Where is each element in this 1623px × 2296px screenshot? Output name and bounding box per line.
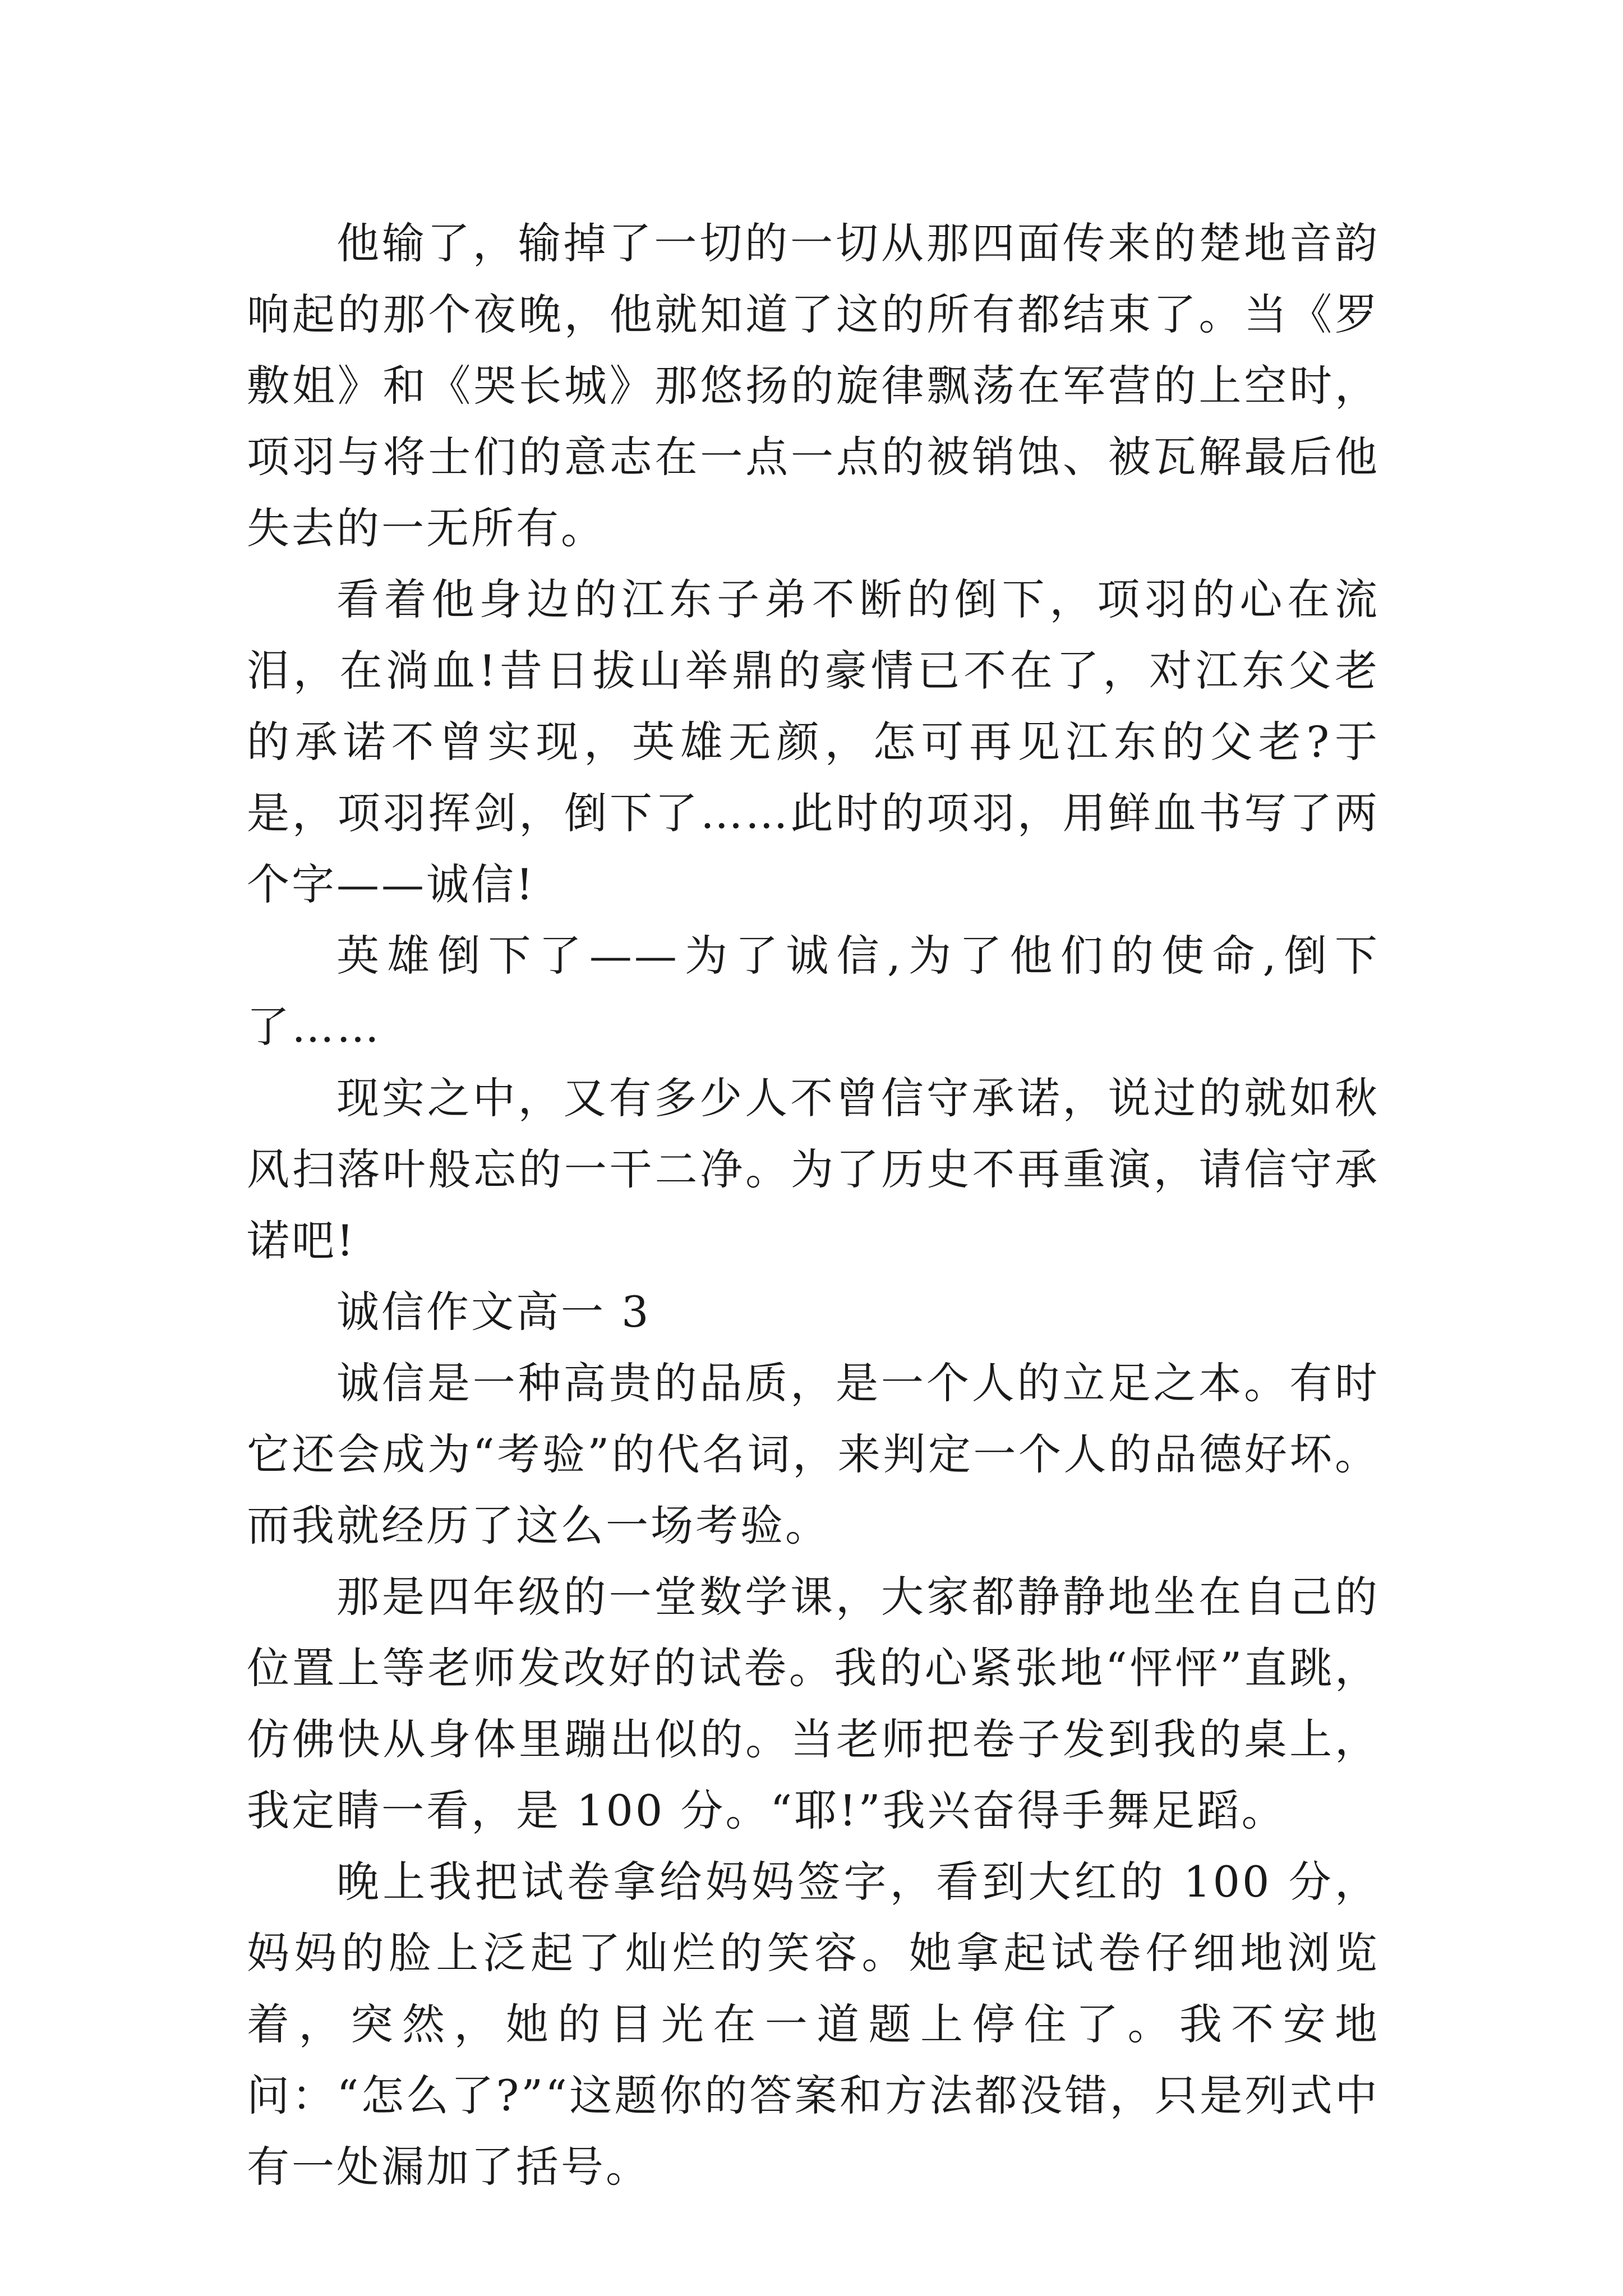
essay-title: 诚信作文高一 3 bbox=[336, 1287, 651, 1337]
paragraph-xiangyu-sword: 看着他身边的江东子弟不断的倒下，项羽的心在流泪，在淌血!昔日拔山举鼎的豪情已不在了，对江东父老的承诺不曾实现，英雄无颜，怎可再见江东的父老?于是，项羽挥剑，倒下了……此时的项羽，用鲜血书写了两个字——诚信! bbox=[247, 574, 1380, 909]
paragraph-xiangyu-defeat: 他输了，输掉了一切的一切从那四面传来的楚地音韵响起的那个夜晚，他就知道了这的所有都结束了。当《罗敷姐》和《哭长城》那悠扬的旋律飘荡在军营的上空时，项羽与将士们的意志在一点一点的被销蚀、被瓦解最后他失去的一无所有。 bbox=[247, 218, 1380, 553]
paragraph-reality: 现实之中，又有多少人不曾信守承诺，说过的就如秋风扫落叶般忘的一干二净。为了历史不再重演，请信守承诺吧! bbox=[247, 1073, 1380, 1266]
paragraph-math-class: 那是四年级的一堂数学课，大家都静静地坐在自己的位置上等老师发改好的试卷。我的心紧张地“怦怦”直跳，仿佛快从身体里蹦出似的。当老师把卷子发到我的桌上，我定睛一看，是 100 分。“耶!”我兴奋得手舞足蹈。 bbox=[247, 1572, 1380, 1835]
paragraph-integrity-intro: 诚信是一种高贵的品质，是一个人的立足之本。有时它还会成为“考验”的代名词，来判定一个人的品德好坏。而我就经历了这么一场考验。 bbox=[247, 1358, 1380, 1550]
document-body bbox=[247, 208, 1380, 2202]
paragraph-mother-signature: 晚上我把试卷拿给妈妈签字，看到大红的 100 分，妈妈的脸上泛起了灿烂的笑容。她拿起试卷仔细地浏览着，突然，她的目光在一道题上停住了。我不安地问：“怎么了?”“这题你的答案和方法都没错，只是列式中有一处漏加了括号。 bbox=[247, 1857, 1380, 2192]
paragraph-hero-fallen: 英雄倒下了——为了诚信,为了他们的使命,倒下了…… bbox=[247, 931, 1380, 1052]
